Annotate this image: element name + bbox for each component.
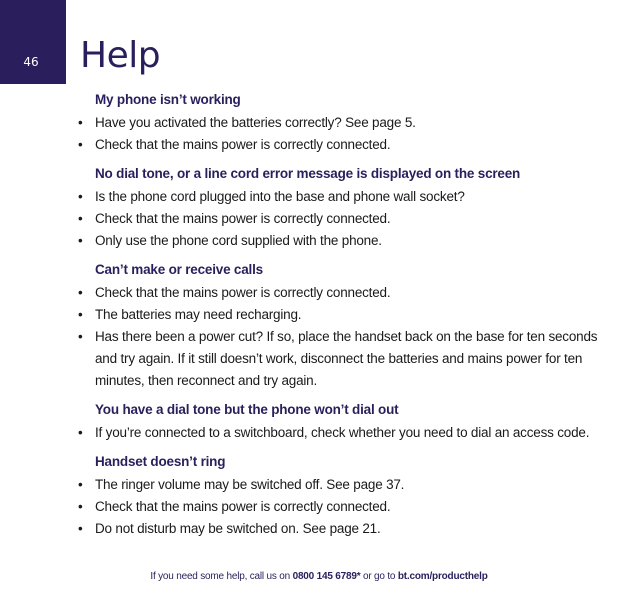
bullet-list: [78, 422, 618, 444]
footer-middle: or go to: [360, 571, 398, 582]
bullet-list: [78, 112, 618, 156]
list-item: • Has there been a power cut? If so, place the handset back on the base for ten seconds and try again. If it still doesn’t work, disconnect the batteries and mains power for ten minutes, then reconnect and try again.: [78, 326, 618, 392]
section-phone-not-working: [78, 90, 618, 156]
section-handset-doesnt-ring: [78, 452, 618, 540]
bullet-list: [78, 474, 618, 540]
bullet-list: [78, 186, 618, 252]
list-item: • The batteries may need recharging.: [78, 304, 618, 326]
section-heading: You have a dial tone but the phone won’t dial out: [95, 402, 399, 417]
list-item: • If you’re connected to a switchboard, check whether you need to dial an access code.: [78, 422, 618, 444]
list-item: • Is the phone cord plugged into the base and phone wall socket?: [78, 186, 618, 208]
section-heading: My phone isn’t working: [95, 92, 241, 107]
section-heading: Handset doesn’t ring: [95, 454, 226, 469]
list-item: • Have you activated the batteries correctly? See page 5.: [78, 112, 618, 134]
section-wont-dial-out: [78, 400, 618, 444]
list-item: • Check that the mains power is correctly connected.: [78, 282, 618, 304]
footer-phone: 0800 145 6789*: [292, 571, 361, 582]
page-number-tab: [0, 0, 66, 84]
list-item: • Check that the mains power is correctly connected.: [78, 134, 618, 156]
section-no-dial-tone: [78, 164, 618, 252]
list-item: • Check that the mains power is correctly connected.: [78, 208, 618, 230]
list-item: • The ringer volume may be switched off. See page 37.: [78, 474, 618, 496]
section-heading: No dial tone, or a line cord error message is displayed on the screen: [95, 166, 521, 181]
section-cant-make-calls: [78, 260, 618, 392]
list-item: • Do not disturb may be switched on. See page 21.: [78, 518, 618, 540]
help-content: [78, 90, 618, 548]
footer-url-link[interactable]: bt.com/producthelp: [397, 571, 488, 582]
bullet-list: [78, 282, 618, 392]
footer-prefix: If you need some help, call us on: [150, 571, 293, 582]
page-number: 46: [23, 55, 39, 69]
footer-help-line: [0, 571, 638, 582]
list-item: • Check that the mains power is correctly connected.: [78, 496, 618, 518]
list-item: • Only use the phone cord supplied with the phone.: [78, 230, 618, 252]
page-title: Help: [80, 35, 161, 76]
section-heading: Can’t make or receive calls: [95, 262, 263, 277]
